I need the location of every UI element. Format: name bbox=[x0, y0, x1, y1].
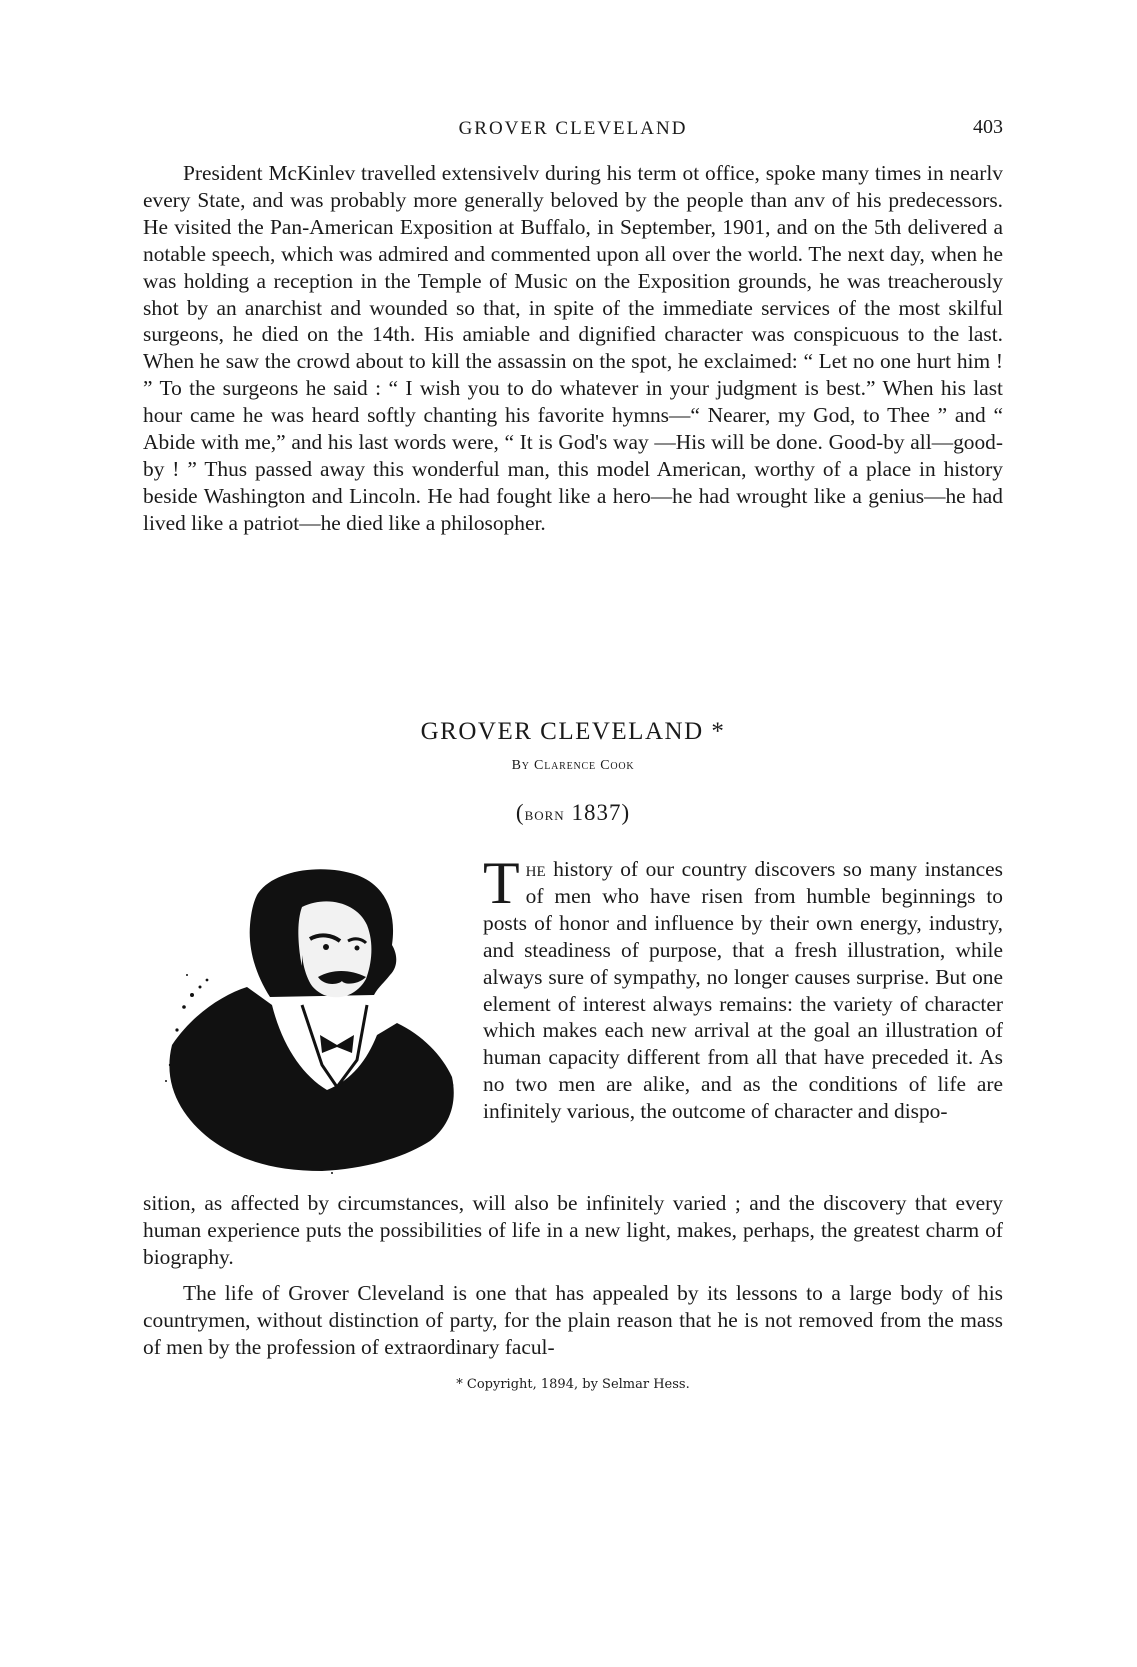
cleveland-life-paragraph: The life of Grover Cleveland is one that has appealed by its lessons to a large body of his countrymen, without distinction of party, for the plain reason that he is not removed from the mass of men by the profession of extraordinary facul- bbox=[143, 1281, 1003, 1359]
intro-paragraph bbox=[483, 850, 1003, 1125]
portrait-engraving-icon bbox=[152, 855, 470, 1185]
dropcap: T bbox=[483, 850, 520, 916]
intro-paragraph-continued: sition, as affected by circumstances, will also be infinitely varied ; and the discovery that every human experience puts the possibilities of life in a new light, makes, perhaps, the greatest charm of biography. bbox=[143, 1191, 1003, 1269]
lead-word: he bbox=[525, 857, 546, 881]
byline: By Clarence Cook bbox=[511, 758, 635, 773]
mckinley-paragraph: President McKinlev travelled extensivelv during his term ot office, spoke many times in nearlv every State, and was probably more generally beloved by the people than anv of his predecessors. He visited the Pan-American Exposition at Buffalo, in September, 1901, and on the 5th delivered a notable speech, which was admired and commented upon all over the world. The next day, when he was holding a reception in the Temple of Music on the Exposition grounds, he was treacherously shot by an anarchist and wounded so that, in spite of the immediate services of the most skilful surgeons, he died on the 14th. His amiable and dignified character was conspicuous to the last. When he saw the crowd about to kill the assassin on the spot, he exclaimed: “ Let no one hurt him ! ” To the surgeons he said : “ I wish you to do whatever in your judgment is best.” When his last hour came he was heard softly chanting his favorite hymns—“ Nearer, my God, to Thee ” and “ Abide with me,” and his last words were, “ It is God's way —His will be done. Good-by all—good-by ! ” Thus passed away this wonderful man, this model American, worthy of a place in history beside Washington and Lincoln. He had fought like a hero—he had wrought like a genius—he had lived like a patriot—he died like a philosopher. bbox=[143, 161, 1003, 535]
running-head bbox=[143, 116, 1003, 146]
page-number: 403 bbox=[973, 116, 1003, 138]
copyright-footnote: * Copyright, 1894, by Selmar Hess. bbox=[456, 1377, 690, 1392]
intro-text-wrapped: history of our country discovers so many instances of men who have risen from humble beginnings to posts of honor and influence by their own energy, industry, and steadiness of purpose, that a fresh illustration, while always sure of sympathy, no longer causes surprise. But one element of interest always remains: the variety of character which makes each new arrival at the goal an illustration of human capacity different from all that have preceded it. As no two men are alike, and as the conditions of life are infinitely various, the outcome of character and dispo- bbox=[483, 857, 1003, 1124]
born-word: born bbox=[524, 804, 565, 824]
born-date bbox=[143, 800, 1003, 826]
born-open: ( bbox=[515, 800, 525, 825]
running-title: GROVER CLEVELAND bbox=[458, 118, 688, 139]
article-title: GROVER CLEVELAND * bbox=[420, 718, 726, 745]
born-year: 1837) bbox=[564, 800, 631, 825]
